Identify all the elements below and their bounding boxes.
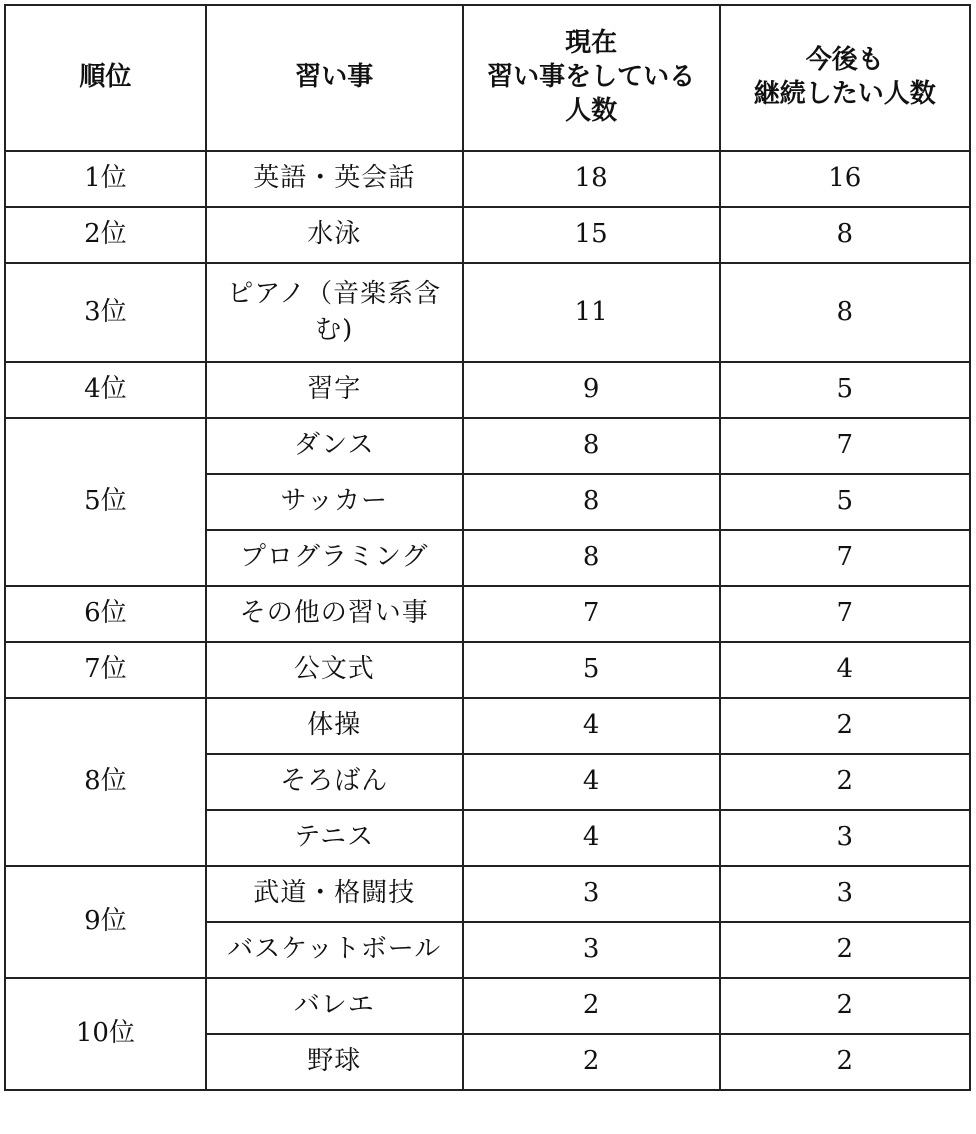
- table-row: [5, 151, 970, 207]
- header-row: [5, 5, 970, 151]
- table-row: [5, 866, 970, 922]
- current-count-cell: 4: [463, 754, 720, 810]
- lesson-name-cell: ピアノ（音楽系含む): [206, 263, 463, 362]
- lesson-name-cell: 水泳: [206, 207, 463, 263]
- rank-cell: 8位: [5, 698, 206, 866]
- current-count-cell: 4: [463, 698, 720, 754]
- header-continue-line1: 今後も: [805, 45, 884, 76]
- current-count-cell: 8: [463, 474, 720, 530]
- rank-cell: 9位: [5, 866, 206, 978]
- continue-count-cell: 7: [720, 586, 970, 642]
- current-count-cell: 2: [463, 978, 720, 1034]
- table-row: [5, 698, 970, 754]
- current-count-cell: 9: [463, 362, 720, 418]
- header-rank: 順位: [5, 5, 206, 151]
- current-count-cell: 4: [463, 810, 720, 866]
- lesson-name-cell: その他の習い事: [206, 586, 463, 642]
- rank-cell: 1位: [5, 151, 206, 207]
- continue-count-cell: 2: [720, 922, 970, 978]
- continue-count-cell: 3: [720, 866, 970, 922]
- rank-cell: 2位: [5, 207, 206, 263]
- table-row: [5, 642, 970, 698]
- header-continue-count: [720, 5, 970, 151]
- current-count-cell: 2: [463, 1034, 720, 1090]
- continue-count-cell: 8: [720, 207, 970, 263]
- header-current-line1: 現在: [565, 28, 618, 59]
- continue-count-cell: 7: [720, 418, 970, 474]
- lesson-name-cell: ダンス: [206, 418, 463, 474]
- current-count-cell: 18: [463, 151, 720, 207]
- continue-count-cell: 5: [720, 474, 970, 530]
- table-row: [5, 263, 970, 362]
- table-row: [5, 586, 970, 642]
- rank-cell: 4位: [5, 362, 206, 418]
- current-count-cell: 5: [463, 642, 720, 698]
- lesson-name-cell: 公文式: [206, 642, 463, 698]
- rank-cell: 5位: [5, 418, 206, 586]
- header-current-line2: 習い事をしている: [487, 62, 696, 93]
- lesson-name-cell: 習字: [206, 362, 463, 418]
- table-row: [5, 207, 970, 263]
- continue-count-cell: 4: [720, 642, 970, 698]
- lesson-name-cell: 英語・英会話: [206, 151, 463, 207]
- continue-count-cell: 2: [720, 1034, 970, 1090]
- continue-count-cell: 8: [720, 263, 970, 362]
- lesson-name-cell: バレエ: [206, 978, 463, 1034]
- continue-count-cell: 16: [720, 151, 970, 207]
- continue-count-cell: 2: [720, 698, 970, 754]
- lesson-name-cell: 武道・格闘技: [206, 866, 463, 922]
- rank-cell: 7位: [5, 642, 206, 698]
- header-lesson: 習い事: [206, 5, 463, 151]
- continue-count-cell: 3: [720, 810, 970, 866]
- header-current-line3: 人数: [565, 95, 618, 126]
- current-count-cell: 7: [463, 586, 720, 642]
- continue-count-cell: 5: [720, 362, 970, 418]
- continue-count-cell: 2: [720, 754, 970, 810]
- lesson-name-cell: プログラミング: [206, 530, 463, 586]
- lesson-ranking-table: [4, 4, 971, 1091]
- current-count-cell: 11: [463, 263, 720, 362]
- continue-count-cell: 7: [720, 530, 970, 586]
- lesson-name-cell: バスケットボール: [206, 922, 463, 978]
- table-row: [5, 418, 970, 474]
- continue-count-cell: 2: [720, 978, 970, 1034]
- lesson-name-cell: 野球: [206, 1034, 463, 1090]
- current-count-cell: 3: [463, 866, 720, 922]
- header-continue-line2: 継続したい人数: [753, 79, 936, 109]
- rank-cell: 3位: [5, 263, 206, 362]
- current-count-cell: 8: [463, 530, 720, 586]
- lesson-name-cell: テニス: [206, 810, 463, 866]
- rank-cell: 10位: [5, 978, 206, 1090]
- current-count-cell: 3: [463, 922, 720, 978]
- current-count-cell: 15: [463, 207, 720, 263]
- lesson-name-cell: 体操: [206, 698, 463, 754]
- lesson-name-cell: サッカー: [206, 474, 463, 530]
- table-row: [5, 978, 970, 1034]
- lesson-name-cell: そろばん: [206, 754, 463, 810]
- header-current-count: [463, 5, 720, 151]
- current-count-cell: 8: [463, 418, 720, 474]
- rank-cell: 6位: [5, 586, 206, 642]
- table-row: [5, 362, 970, 418]
